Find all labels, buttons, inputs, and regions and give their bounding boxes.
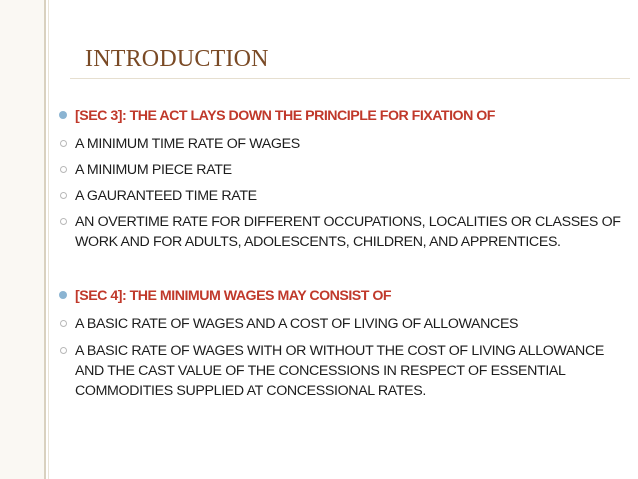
slide-title: INTRODUCTION bbox=[85, 46, 269, 72]
margin-rule bbox=[44, 0, 46, 479]
list-item-text: A BASIC RATE OF WAGES AND A COST OF LIVING OF ALLOWANCES bbox=[75, 316, 519, 332]
list-item-text: A BASIC RATE OF WAGES WITH OR WITHOUT THE COST OF LIVING ALLOWANCE AND THE CAST VALUE OF THE CONCESSIONS IN RESPECT OF ESSENTIAL COMMODITIES SUPPLIED AT CONCESSIONAL RATES. bbox=[75, 343, 604, 399]
list-item-text: A GAURANTEED TIME RATE bbox=[75, 188, 257, 204]
title-divider bbox=[70, 78, 630, 79]
section2-heading: [SEC 4]: THE MINIMUM WAGES MAY CONSIST OF bbox=[75, 288, 392, 304]
margin-rule-inner bbox=[48, 0, 49, 479]
left-margin-band bbox=[0, 0, 44, 479]
list-item-text: A MINIMUM PIECE RATE bbox=[75, 162, 232, 178]
list-item-text: AN OVERTIME RATE FOR DIFFERENT OCCUPATIONS, LOCALITIES OR CLASSES OF WORK AND FOR ADULTS, ADOLESCENTS, CHILDREN, AND APPRENTICES. bbox=[75, 214, 621, 250]
section1-heading: [SEC 3]: THE ACT LAYS DOWN THE PRINCIPLE FOR FIXATION OF bbox=[75, 108, 495, 124]
list-item-text: A MINIMUM TIME RATE OF WAGES bbox=[75, 136, 300, 152]
